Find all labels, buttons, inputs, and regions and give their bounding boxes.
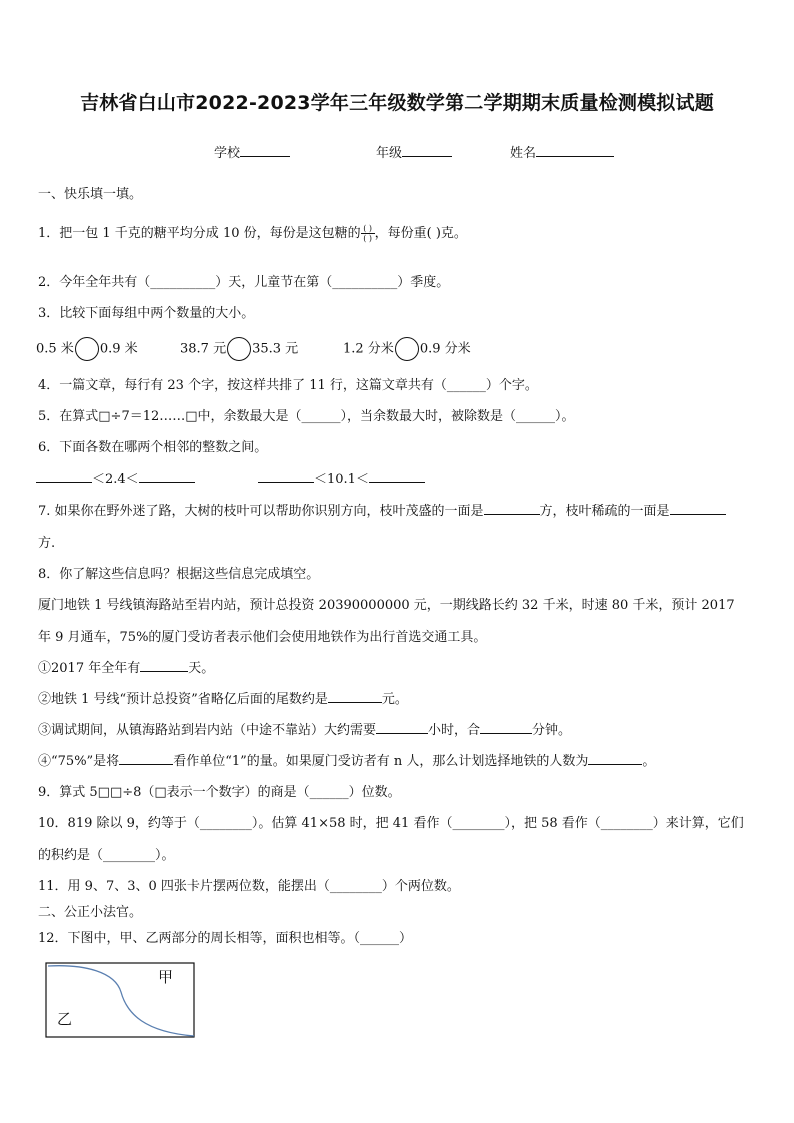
q8-1-text-a: ①2017 年全年有: [38, 661, 141, 676]
q7-text-c: 方.: [38, 536, 56, 551]
q8-3-blank-2[interactable]: [480, 721, 532, 734]
name-label: 姓名: [510, 146, 537, 161]
q7-blank-1[interactable]: [484, 502, 540, 515]
q6-item-1-text: ＜2.4＜: [92, 472, 139, 487]
q8-2-text-b: 元。: [381, 692, 408, 707]
question-4: 4．一篇文章，每行有 23 个字，按这样共排了 11 行，这篇文章共有（______）个字。: [38, 378, 538, 393]
question-5: 5．在算式□÷7＝12……□中，余数最大是（______），当余数最大时，被除数是（______）。: [38, 409, 575, 424]
question-11: 11．用 9、7、3、0 四张卡片摆两位数，能摆出（________）个两位数。: [38, 879, 460, 894]
q3-item-1-right: 0.9 米: [99, 341, 138, 357]
compare-circle-2[interactable]: [227, 337, 251, 361]
q3-item-2-left: 38.7 元: [180, 341, 227, 357]
q8-4-blank-1[interactable]: [119, 752, 173, 765]
school-label: 学校: [214, 146, 241, 161]
question-2: 2．今年全年共有（__________）天，儿童节在第（__________）季度。: [38, 275, 450, 290]
q8-1-blank[interactable]: [140, 659, 188, 672]
question-12: 12．下图中，甲、乙两部分的周长相等，面积也相等。（______）: [38, 931, 413, 946]
compare-circle-3[interactable]: [395, 337, 419, 361]
q3-item-1-left: 0.5 米: [36, 341, 74, 357]
q3-item-3-right: 0.9 分米: [419, 341, 471, 357]
q1-frac-bottom: ( ): [363, 234, 373, 243]
name-field: [510, 142, 614, 161]
grade-blank[interactable]: [402, 144, 452, 157]
q3-item-3-left: 1.2 分米: [343, 341, 394, 357]
q6-blank-1[interactable]: [36, 470, 92, 483]
q8-part-4: [38, 750, 655, 769]
question-3: 3．比较下面每组中两个数量的大小。: [38, 306, 255, 321]
compare-circle-1[interactable]: [75, 337, 99, 361]
q7-text-a: 7. 如果你在野外迷了路，大树的枝叶可以帮助你识别方向，枝叶茂盛的一面是: [38, 504, 484, 519]
q8-1-text-b: 天。: [188, 661, 215, 676]
q8-3-text-c: 分钟。: [532, 723, 572, 738]
q8-4-text-a: ④“75%”是将: [38, 754, 120, 769]
question-6: 6．下面各数在哪两个相邻的整数之间。: [38, 440, 268, 455]
q8-part-1: [38, 657, 214, 676]
question-7: [38, 500, 726, 519]
question-9: 9．算式 5□□÷8（□表示一个数字）的商是（______）位数。: [38, 785, 401, 800]
q7-text-b: 方，枝叶稀疏的一面是: [539, 504, 670, 519]
q8-2-text-a: ②地铁 1 号线“预计总投资”省略亿后面的尾数约是: [38, 692, 328, 707]
q8-info-line-2: 年 9 月通车，75%的厦门受访者表示他们会使用地铁作为出行首选交通工具。: [38, 630, 487, 645]
grade-field: [376, 142, 452, 161]
q6-item-1: [36, 468, 195, 487]
q8-4-blank-2[interactable]: [588, 752, 642, 765]
q3-item-1: [36, 337, 138, 361]
section-1-heading: 一、快乐填一填。: [38, 187, 143, 202]
q8-4-text-b: 看作单位“1”的量。如果厦门受访者有 n 人，那么计划选择地铁的人数为: [173, 754, 589, 769]
question-1: [38, 222, 467, 243]
question-10-line-2: 的积约是（________）。: [38, 848, 175, 863]
school-field: [214, 142, 290, 161]
label-yi: 乙: [57, 1010, 73, 1028]
q12-figure: [45, 962, 197, 1040]
label-jia: 甲: [158, 968, 174, 986]
question-8: 8．你了解这些信息吗？根据这些信息完成填空。: [38, 567, 320, 582]
q7-blank-2[interactable]: [670, 502, 726, 515]
section-2-heading: 二、公正小法官。: [38, 905, 143, 920]
q3-item-3: [343, 337, 471, 361]
q1-text-b: ，每份重( )克。: [374, 226, 467, 241]
q6-item-2: [258, 468, 425, 487]
grade-label: 年级: [376, 146, 403, 161]
q3-item-2-right: 35.3 元: [252, 341, 299, 357]
name-blank[interactable]: [536, 144, 614, 157]
q8-part-3: [38, 719, 571, 738]
page-title: 吉林省白山市2022-2023学年三年级数学第二学期期末质量检测模拟试题: [80, 92, 714, 114]
q8-3-text-a: ③调试期间，从镇海路站到岩内站（中途不靠站）大约需要: [38, 723, 377, 738]
q8-3-text-b: 小时，合: [428, 723, 481, 738]
q6-blank-4[interactable]: [369, 470, 425, 483]
q8-part-2: [38, 688, 408, 707]
q3-item-2: [180, 337, 298, 361]
q1-text-a: 1．把一包 1 千克的糖平均分成 10 份，每份是这包糖的: [38, 226, 361, 241]
q6-item-2-text: ＜10.1＜: [314, 472, 369, 487]
q8-info-line-1: 厦门地铁 1 号线镇海路站至岩内站，预计总投资 20390000000 元，一期线路长约 32 千米，时速 80 千米，预计 2017: [38, 598, 735, 613]
question-10-line-1: 10．819 除以 9，约等于（________）。估算 41×58 时，把 41 看作（________），把 58 看作（________）来计算，它们: [38, 816, 744, 831]
q6-blank-3[interactable]: [258, 470, 314, 483]
q6-blank-2[interactable]: [139, 470, 195, 483]
q8-4-text-c: 。: [642, 754, 656, 769]
q1-fraction: [361, 224, 375, 243]
q8-3-blank-1[interactable]: [376, 721, 428, 734]
q8-2-blank[interactable]: [328, 690, 382, 703]
school-blank[interactable]: [240, 144, 290, 157]
q1-frac-top: ( ): [361, 224, 375, 234]
